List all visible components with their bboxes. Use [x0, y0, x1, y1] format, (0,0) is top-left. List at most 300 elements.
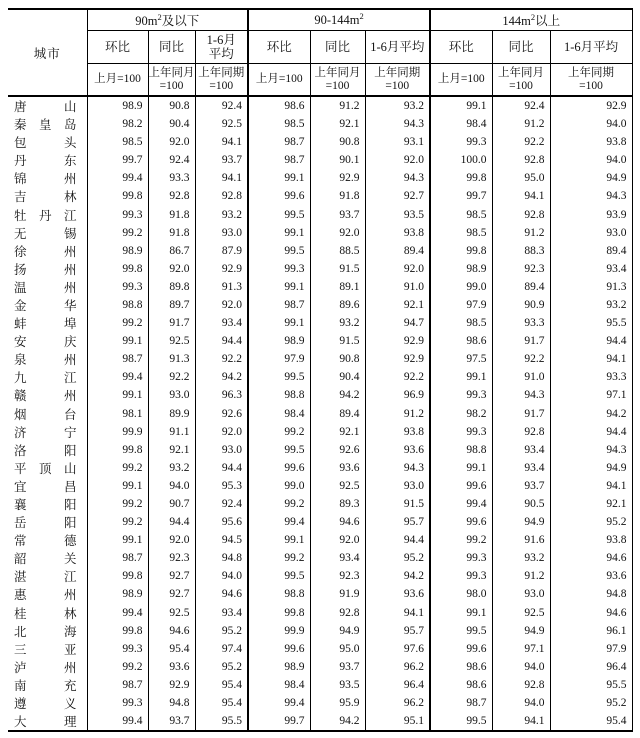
value-cell: 99.1: [248, 278, 310, 296]
value-cell: 91.2: [492, 224, 550, 242]
value-cell: 99.2: [87, 658, 148, 676]
table-row: [8, 187, 632, 205]
city-cell: [8, 278, 87, 296]
city-char: 大: [14, 715, 27, 730]
value-cell: 89.1: [310, 278, 365, 296]
value-cell: 93.2: [310, 314, 365, 332]
value-cell: 88.5: [310, 242, 365, 260]
table-row: [8, 495, 632, 513]
city-char: 丹: [14, 154, 27, 169]
city-char: 东: [63, 154, 77, 169]
value-cell: 99.2: [248, 423, 310, 441]
value-cell: 94.2: [195, 368, 248, 386]
value-cell: 92.9: [365, 332, 430, 350]
value-cell: 93.2: [492, 549, 550, 567]
group-title: $90-144m^2$: [248, 9, 430, 31]
city-cell: [8, 640, 87, 658]
value-cell: 97.1: [550, 386, 632, 404]
city-name: [14, 224, 77, 242]
value-cell: 92.7: [365, 187, 430, 205]
city-char: 理: [63, 715, 77, 730]
value-cell: 95.5: [550, 676, 632, 694]
value-cell: 95.2: [195, 658, 248, 676]
value-cell: 94.2: [550, 405, 632, 423]
value-cell: 93.5: [365, 205, 430, 223]
table-row: [8, 368, 632, 386]
value-cell: 99.2: [87, 314, 148, 332]
city-char: 林: [63, 190, 77, 205]
value-cell: 92.8: [310, 604, 365, 622]
city-cell: [8, 459, 87, 477]
value-cell: 99.2: [248, 495, 310, 513]
value-cell: 92.5: [492, 604, 550, 622]
value-cell: 89.9: [148, 405, 195, 423]
superscript: 2: [359, 10, 364, 21]
city-char: 庆: [63, 335, 77, 350]
value-cell: 90.9: [492, 296, 550, 314]
value-cell: 94.2: [310, 712, 365, 731]
value-cell: 99.3: [430, 386, 492, 404]
value-cell: 99.6: [430, 513, 492, 531]
value-cell: 91.8: [310, 187, 365, 205]
value-cell: 93.6: [148, 658, 195, 676]
value-cell: 91.7: [492, 405, 550, 423]
value-cell: 99.6: [430, 640, 492, 658]
value-cell: 99.5: [248, 242, 310, 260]
column-label: 1-6月平均: [365, 31, 430, 64]
value-cell: 99.4: [248, 694, 310, 712]
city-cell: [8, 531, 87, 549]
city-cell: [8, 115, 87, 133]
value-cell: 92.0: [365, 151, 430, 169]
table-row: [8, 694, 632, 712]
value-cell: 92.0: [195, 423, 248, 441]
value-cell: 92.7: [148, 567, 195, 585]
value-cell: 98.9: [248, 332, 310, 350]
table-row: [8, 133, 632, 151]
value-cell: 97.9: [430, 296, 492, 314]
value-cell: 99.5: [430, 712, 492, 731]
value-cell: 93.7: [195, 151, 248, 169]
city-name: [14, 459, 77, 477]
city-char: 洛: [14, 443, 27, 458]
value-cell: 92.6: [195, 405, 248, 423]
value-cell: 94.8: [550, 585, 632, 603]
value-cell: 94.0: [148, 477, 195, 495]
value-cell: 94.9: [492, 622, 550, 640]
value-cell: 92.9: [550, 96, 632, 115]
city-char: 牡: [14, 208, 27, 223]
city-cell: [8, 658, 87, 676]
value-cell: 91.0: [365, 278, 430, 296]
table-row: [8, 585, 632, 603]
value-cell: 89.6: [310, 296, 365, 314]
value-cell: 94.9: [550, 459, 632, 477]
city-char: 州: [63, 172, 77, 187]
table-row: [8, 441, 632, 459]
city-name: [14, 151, 77, 169]
value-cell: 93.8: [365, 423, 430, 441]
value-cell: 91.2: [492, 567, 550, 585]
value-cell: 99.1: [248, 531, 310, 549]
value-cell: 99.8: [430, 169, 492, 187]
table-row: [8, 296, 632, 314]
value-cell: 99.4: [87, 368, 148, 386]
value-cell: 92.5: [310, 477, 365, 495]
table-row: [8, 405, 632, 423]
value-cell: 94.4: [148, 513, 195, 531]
value-cell: 92.0: [365, 260, 430, 278]
value-cell: 98.9: [430, 260, 492, 278]
value-cell: 99.0: [430, 278, 492, 296]
value-cell: 93.4: [195, 604, 248, 622]
value-cell: 95.4: [550, 712, 632, 731]
city-name: [14, 585, 77, 603]
value-cell: 94.0: [492, 658, 550, 676]
value-cell: 98.2: [430, 405, 492, 423]
value-cell: 94.0: [492, 694, 550, 712]
value-cell: 94.3: [492, 386, 550, 404]
city-char: 秦: [14, 118, 27, 133]
value-cell: 93.6: [310, 459, 365, 477]
city-name: [14, 658, 77, 676]
value-cell: 92.8: [492, 205, 550, 223]
value-cell: 93.6: [550, 567, 632, 585]
value-cell: 89.7: [148, 296, 195, 314]
value-cell: 95.4: [148, 640, 195, 658]
city-cell: [8, 314, 87, 332]
superscript: 2: [530, 11, 536, 22]
value-cell: 92.1: [310, 115, 365, 133]
value-cell: 96.4: [550, 658, 632, 676]
value-cell: 99.1: [430, 604, 492, 622]
value-cell: 94.4: [550, 332, 632, 350]
city-char: 州: [63, 660, 77, 675]
value-cell: 98.4: [248, 676, 310, 694]
column-label: 环比: [430, 31, 492, 64]
city-name: [14, 187, 77, 205]
value-cell: 94.7: [365, 314, 430, 332]
city-cell: [8, 477, 87, 495]
value-cell: 95.6: [195, 513, 248, 531]
city-char: 南: [14, 678, 27, 693]
value-cell: 97.1: [492, 640, 550, 658]
value-cell: 95.2: [550, 694, 632, 712]
city-char: 平: [14, 461, 27, 476]
city-char: 江: [63, 371, 77, 386]
value-cell: 98.4: [430, 115, 492, 133]
value-cell: 99.9: [87, 423, 148, 441]
city-char: 江: [63, 208, 77, 223]
value-cell: 98.2: [87, 115, 148, 133]
value-cell: 91.5: [310, 260, 365, 278]
value-cell: 99.7: [87, 151, 148, 169]
city-name: [14, 513, 77, 531]
value-cell: 93.2: [148, 459, 195, 477]
superscript: 2: [157, 11, 162, 22]
city-cell: [8, 224, 87, 242]
value-cell: 98.5: [430, 205, 492, 223]
base-period-label: 上月=100: [87, 64, 148, 97]
column-label: 1-6月 平均: [195, 31, 248, 64]
city-char: 湛: [14, 570, 27, 585]
table-row: [8, 314, 632, 332]
city-char: 亚: [63, 642, 77, 657]
value-cell: 92.1: [310, 423, 365, 441]
city-cell: [8, 585, 87, 603]
value-cell: 94.3: [550, 441, 632, 459]
value-cell: 89.4: [310, 405, 365, 423]
value-cell: 97.4: [195, 640, 248, 658]
city-char: 金: [14, 298, 27, 313]
table-row: [8, 423, 632, 441]
value-cell: 98.5: [248, 115, 310, 133]
value-cell: 92.2: [148, 368, 195, 386]
value-cell: 96.2: [365, 658, 430, 676]
value-cell: 92.0: [195, 296, 248, 314]
table-row: [8, 386, 632, 404]
value-cell: 94.4: [195, 332, 248, 350]
value-cell: 100.0: [430, 151, 492, 169]
base-period-label: 上年同月 =100: [310, 64, 365, 97]
value-cell: 98.7: [248, 296, 310, 314]
city-char: 州: [63, 244, 77, 259]
value-cell: 93.0: [365, 477, 430, 495]
table-header: [8, 9, 632, 96]
table-row: [8, 260, 632, 278]
value-cell: 99.3: [87, 694, 148, 712]
value-cell: 94.2: [365, 567, 430, 585]
city-name: [14, 441, 77, 459]
value-cell: 99.3: [87, 640, 148, 658]
city-char: 温: [14, 280, 27, 295]
city-char: 埠: [63, 317, 77, 332]
value-cell: 98.5: [430, 314, 492, 332]
value-cell: 97.5: [430, 350, 492, 368]
value-cell: 92.5: [148, 332, 195, 350]
city-cell: [8, 622, 87, 640]
value-cell: 99.1: [430, 96, 492, 115]
value-cell: 99.4: [248, 513, 310, 531]
city-name: [14, 694, 77, 712]
value-cell: 98.8: [248, 386, 310, 404]
city-name: [14, 368, 77, 386]
value-cell: 94.1: [550, 350, 632, 368]
city-char: 岳: [14, 516, 27, 531]
table-row: [8, 115, 632, 133]
city-char: 北: [14, 624, 27, 639]
value-cell: 99.3: [430, 133, 492, 151]
city-char: 州: [63, 588, 77, 603]
value-cell: 91.9: [310, 585, 365, 603]
value-cell: 92.2: [492, 133, 550, 151]
city-name: [14, 314, 77, 332]
value-cell: 91.1: [148, 423, 195, 441]
value-cell: 91.3: [195, 278, 248, 296]
table-row: [8, 622, 632, 640]
value-cell: 98.9: [87, 96, 148, 115]
table-row: [8, 477, 632, 495]
value-cell: 93.4: [492, 441, 550, 459]
city-name: [14, 640, 77, 658]
value-cell: 88.3: [492, 242, 550, 260]
value-cell: 92.0: [148, 260, 195, 278]
value-cell: 90.7: [148, 495, 195, 513]
value-cell: 94.4: [195, 459, 248, 477]
value-cell: 94.6: [195, 585, 248, 603]
value-cell: 90.1: [310, 151, 365, 169]
city-name: [14, 260, 77, 278]
city-cell: [8, 205, 87, 223]
value-cell: 93.1: [365, 133, 430, 151]
city-char: 义: [63, 697, 77, 712]
value-cell: 95.7: [365, 622, 430, 640]
value-cell: 93.3: [148, 169, 195, 187]
city-char: 江: [63, 570, 77, 585]
value-cell: 95.2: [550, 513, 632, 531]
value-cell: 92.4: [492, 96, 550, 115]
city-char: 惠: [14, 588, 27, 603]
city-char: 阳: [63, 498, 77, 513]
value-cell: 93.6: [365, 441, 430, 459]
value-cell: 90.8: [310, 133, 365, 151]
column-label: 同比: [148, 31, 195, 64]
base-period-label: 上年同月 =100: [148, 64, 195, 97]
value-cell: 99.6: [430, 477, 492, 495]
city-name: [14, 423, 77, 441]
table-row: [8, 278, 632, 296]
value-cell: 92.2: [195, 350, 248, 368]
value-cell: 95.9: [310, 694, 365, 712]
value-cell: 94.6: [550, 604, 632, 622]
city-cell: [8, 549, 87, 567]
value-cell: 86.7: [148, 242, 195, 260]
value-cell: 99.8: [430, 242, 492, 260]
value-cell: 99.9: [248, 622, 310, 640]
value-cell: 99.5: [248, 567, 310, 585]
city-cell: [8, 405, 87, 423]
value-cell: 94.6: [310, 513, 365, 531]
value-cell: 99.2: [430, 531, 492, 549]
value-cell: 98.7: [87, 676, 148, 694]
base-period-label: 上年同月 =100: [492, 64, 550, 97]
value-cell: 99.3: [430, 423, 492, 441]
value-cell: 91.8: [148, 224, 195, 242]
value-cell: 91.8: [148, 205, 195, 223]
value-cell: 98.7: [248, 133, 310, 151]
column-label: 同比: [492, 31, 550, 64]
value-cell: 93.2: [365, 96, 430, 115]
value-cell: 90.4: [310, 368, 365, 386]
value-cell: 93.0: [550, 224, 632, 242]
city-char: 州: [63, 280, 77, 295]
value-cell: 91.6: [492, 531, 550, 549]
value-cell: 99.8: [87, 441, 148, 459]
city-column-header: 城市: [8, 9, 87, 96]
city-char: 锦: [14, 172, 27, 187]
value-cell: 94.9: [310, 622, 365, 640]
city-cell: [8, 676, 87, 694]
value-cell: 92.9: [148, 676, 195, 694]
city-char: 吉: [14, 190, 27, 205]
value-cell: 95.7: [365, 513, 430, 531]
value-cell: 92.4: [148, 151, 195, 169]
value-cell: 98.9: [87, 242, 148, 260]
value-cell: 93.4: [492, 459, 550, 477]
value-cell: 94.9: [492, 513, 550, 531]
value-cell: 91.5: [310, 332, 365, 350]
value-cell: 99.4: [87, 604, 148, 622]
value-cell: 89.3: [310, 495, 365, 513]
city-cell: [8, 386, 87, 404]
table-row: [8, 531, 632, 549]
value-cell: 93.3: [492, 314, 550, 332]
city-cell: [8, 495, 87, 513]
value-cell: 92.0: [310, 531, 365, 549]
value-cell: 92.9: [310, 169, 365, 187]
value-cell: 99.8: [87, 567, 148, 585]
city-char: 州: [63, 389, 77, 404]
table-row: [8, 169, 632, 187]
value-cell: 94.5: [195, 531, 248, 549]
value-cell: 92.9: [195, 260, 248, 278]
housing-price-index-table: [8, 8, 633, 732]
value-cell: 95.5: [550, 314, 632, 332]
value-cell: 92.5: [195, 115, 248, 133]
value-cell: 92.3: [310, 567, 365, 585]
value-cell: 99.2: [87, 224, 148, 242]
value-cell: 96.9: [365, 386, 430, 404]
city-char: 皇: [38, 118, 52, 133]
value-cell: 92.0: [148, 133, 195, 151]
value-cell: 91.7: [492, 332, 550, 350]
city-name: [14, 604, 77, 622]
city-cell: [8, 604, 87, 622]
city-char: 头: [63, 136, 77, 151]
value-cell: 99.3: [87, 205, 148, 223]
value-cell: 94.6: [550, 549, 632, 567]
value-cell: 91.2: [310, 96, 365, 115]
value-cell: 92.3: [492, 260, 550, 278]
value-cell: 96.2: [365, 694, 430, 712]
value-cell: 99.8: [87, 187, 148, 205]
value-cell: 94.1: [195, 169, 248, 187]
value-cell: 94.3: [365, 169, 430, 187]
value-cell: 94.3: [365, 459, 430, 477]
value-cell: 93.2: [195, 205, 248, 223]
value-cell: 99.6: [248, 640, 310, 658]
column-label: 环比: [87, 31, 148, 64]
city-char: 山: [63, 461, 77, 476]
value-cell: 90.5: [492, 495, 550, 513]
city-char: 德: [63, 534, 77, 549]
value-cell: 91.7: [148, 314, 195, 332]
city-name: [14, 296, 77, 314]
value-cell: 94.0: [195, 567, 248, 585]
city-name: [14, 622, 77, 640]
value-cell: 94.4: [550, 423, 632, 441]
value-cell: 90.8: [148, 96, 195, 115]
city-cell: [8, 133, 87, 151]
city-char: 州: [63, 353, 77, 368]
city-char: 丹: [38, 208, 52, 223]
table-row: [8, 350, 632, 368]
value-cell: 99.2: [87, 513, 148, 531]
city-char: 阳: [63, 443, 77, 458]
city-name: [14, 477, 77, 495]
column-label: 同比: [310, 31, 365, 64]
value-cell: 92.8: [195, 187, 248, 205]
